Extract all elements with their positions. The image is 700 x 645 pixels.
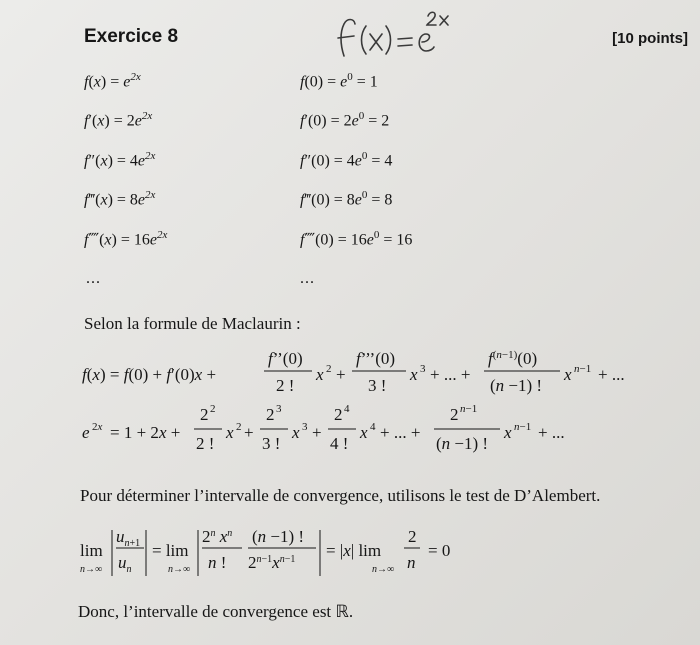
derivative-0: $f(x) = e^{2x}$ [84,71,141,91]
svg-text:2: 2 [210,403,216,415]
svg-text:+ ... +: + ... + [430,365,471,384]
svg-text:+: + [312,423,322,442]
derivative-4: f⁗(x) = $16e^{2x}$ [84,229,168,249]
svg-text:+ ...: + ... [598,365,625,384]
svg-text:+ ... +: + ... + [380,423,421,442]
svg-text:(n −1) !: (n −1) ! [436,434,489,453]
svg-text:x: x [410,365,418,384]
svg-text:un: $u_n$ [118,553,132,575]
svg-text:x: x [226,423,234,442]
svg-text:2: 2 [200,405,209,424]
svg-text:2x: 2x [92,421,103,433]
svg-text:2 !: 2 ! [196,434,215,453]
svg-text:2: 2 [450,405,459,424]
svg-text:2: 2 [408,527,417,546]
svg-text:n−1: n−1 [460,403,478,415]
svg-text:n−1: n−1 [514,421,532,433]
svg-text:2: 2 [326,363,332,375]
value-4: f⁗(0) = $16e^0 = 16$ [300,229,413,249]
derivative-1: $f'(x) = 2e^{2x}$ [84,110,153,130]
svg-text:2: 2 [334,405,343,424]
maclaurin-general-formula [80,344,680,405]
svg-text:x: x [316,365,324,384]
svg-text:f’’(0): f’’(0) [268,349,303,368]
svg-text:x: x [504,423,512,442]
svg-text:(n −1) !: (n −1) ! [490,376,543,395]
svg-text:4 !: 4 ! [330,434,349,453]
dalembert-limit-formula [78,520,498,589]
svg-text:3: 3 [420,363,426,375]
svg-text:3 !: 3 ! [368,376,387,395]
value-3: f‴(0) = $8e^0 = 8$ [300,189,393,209]
value-0: $f(0) = e^0 = 1$ [300,71,378,91]
svg-text:n→∞: n→∞ [80,564,103,575]
ellipsis-right: ... [300,270,315,287]
svg-text:2n−1xn−1: $2^{n-1}x^{n-1}$ [248,553,296,572]
svg-text:2: 2 [236,421,242,433]
svg-text:+: + [336,365,346,384]
svg-text:= lim: = lim [152,541,189,560]
svg-text:+ ...: + ... [538,423,565,442]
svg-text:4: 4 [370,421,376,433]
svg-text:n−1: n−1 [574,363,592,375]
svg-text:n→∞: n→∞ [372,564,395,575]
ellipsis-left: ... [86,270,101,287]
svg-text:2 !: 2 ! [276,376,295,395]
svg-text:f(n−1)(0): $f^{(n-1)}(0)$ [488,349,538,368]
svg-text:= |x| lim: = |x| lim [326,541,382,560]
points-label: [10 points] [612,30,688,47]
svg-text:+: + [244,423,254,442]
svg-text:x: x [564,365,572,384]
svg-text:4: 4 [344,403,350,415]
svg-text:= 1 + 2x +: = 1 + 2x + [110,423,181,442]
svg-text:2n xn: 2$^n$ $x^n$ [202,527,233,546]
svg-text:f(x) = f(0) + f′(0)x +: f(x) = f(0) + f′(0)x + [82,365,217,384]
svg-text:f’’’(0): f’’’(0) [356,349,396,368]
svg-text:= 0: = 0 [428,541,451,560]
svg-text:n: n [407,553,416,572]
maclaurin-exp-formula [80,402,640,463]
svg-text:3: 3 [276,403,282,415]
derivative-2: $f''(x) = 4e^{2x}$ [84,150,156,170]
handwritten-note [330,4,490,69]
svg-text:2: 2 [266,405,275,424]
svg-text:3 !: 3 ! [262,434,281,453]
svg-text:x: x [292,423,300,442]
svg-text:un+1: $u_{n+1}$ [116,527,141,549]
conclusion: Donc, l’intervalle de convergence est ℝ. [78,602,354,621]
svg-text:e: e [82,423,90,442]
exercise-title: Exercice 8 [84,26,179,47]
svg-text:(n −1) !: (n −1) ! [252,527,305,546]
value-1: $f'(0) = 2e^0 = 2$ [300,110,390,130]
convergence-intro: Pour déterminer l’intervalle de convergence, utilisons le test de D’Alembert. [80,486,601,505]
svg-text:n !: n ! [208,553,227,572]
svg-text:lim: lim [80,541,103,560]
derivative-3: f‴(x) = $8e^{2x}$ [84,189,156,209]
maclaurin-intro: Selon la formule de Maclaurin : [84,314,301,333]
svg-text:n→∞: n→∞ [168,564,191,575]
value-2: $f''(0) = 4e^0 = 4$ [300,150,393,170]
svg-text:x: x [360,423,368,442]
svg-text:3: 3 [302,421,308,433]
